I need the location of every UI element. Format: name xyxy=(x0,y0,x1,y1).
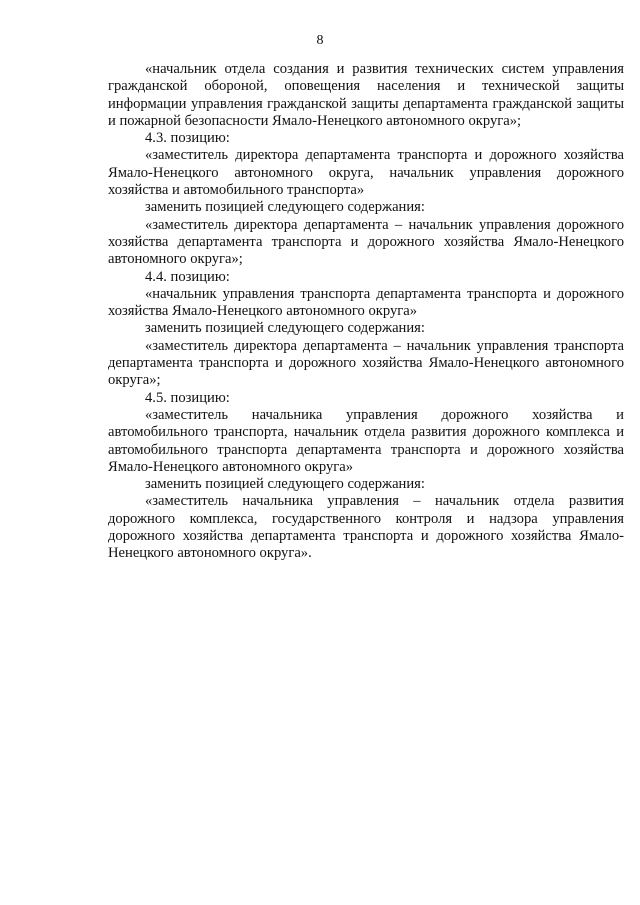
page-number: 8 xyxy=(316,33,324,48)
paragraph-4-4-old-position: «начальник управления транспорта департамента транспорта и дорожного хозяйства Ямало-Ненецкого автономного округа» xyxy=(108,285,624,320)
paragraph-4-3-replace-instruction: заменить позицией следующего содержания: xyxy=(145,199,425,216)
body-text xyxy=(108,61,624,563)
paragraph-4-3-new-position: «заместитель директора департамента – начальник управления дорожного хозяйства департамента транспорта и дорожного хозяйства Ямало-Ненецкого автономного округа»; xyxy=(108,216,624,268)
paragraph-4-4-heading: 4.4. позицию: xyxy=(145,268,230,285)
paragraph-4-5-replace-instruction: заменить позицией следующего содержания: xyxy=(145,476,425,493)
paragraph-4-5-heading: 4.5. позицию: xyxy=(145,389,230,406)
paragraph-4-5-new-position: «заместитель начальника управления – начальник отдела развития дорожного комплекса, государственного контроля и надзора управления дорожного хозяйства департамента транспорта и дорожного хозяйства Ямало-Ненецкого автономного округа». xyxy=(108,493,624,562)
paragraph-4-2-old-position-text: «начальник отдела создания и развития технических систем управления гражданской обороной, оповещения населения и технической защиты информации управления гражданской защиты департамента гражданской защиты и пожарной безопасности Ямало-Ненецкого автономного округа»; xyxy=(108,61,624,129)
paragraph-4-5-old-position: «заместитель начальника управления дорожного хозяйства и автомобильного транспорта, начальник отдела развития дорожного комплекса и автомобильного транспорта департамента транспорта и дорожного хозяйства Ямало-Ненецкого автономного округа» xyxy=(108,406,624,475)
paragraph-4-4-new-position: «заместитель директора департамента – начальник управления транспорта департамента транспорта и дорожного хозяйства Ямало-Ненецкого автономного округа»; xyxy=(108,337,624,389)
paragraph-4-3-old-position: «заместитель директора департамента транспорта и дорожного хозяйства Ямало-Ненецкого автономного округа, начальник управления дорожного хозяйства и автомобильного транспорта» xyxy=(108,147,624,199)
paragraph-4-3-heading: 4.3. позицию: xyxy=(145,130,230,147)
paragraph-4-4-replace-instruction: заменить позицией следующего содержания: xyxy=(145,320,425,337)
